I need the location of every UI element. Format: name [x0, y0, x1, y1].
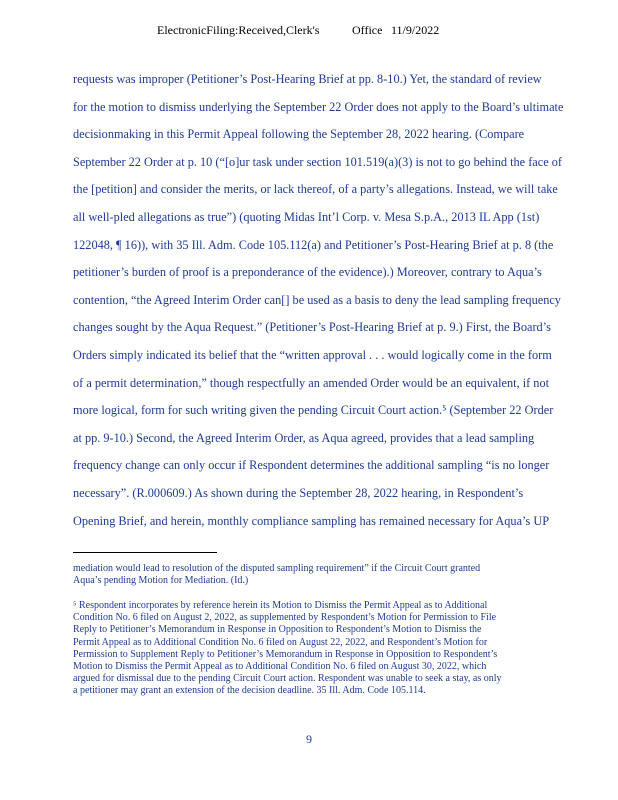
- footnote-line: Permit Appeal as to Additional Condition No. 6 filed on August 22, 2022, and Respondent’s Motion for: [73, 636, 488, 648]
- body-line: all well-pled allegations as true”) (quoting Midas Int’l Corp. v. Mesa S.p.A., 2013 IL App (1st): [73, 209, 540, 224]
- body-line: the [petition] and consider the merits, or lack thereof, of a party’s allegations. Instead, we will take: [73, 182, 558, 197]
- body-line: of a permit determination,” though respectfully an amended Order would be an equivalent, if not: [73, 375, 550, 390]
- filing-date: 11/9/2022: [391, 23, 440, 37]
- footnote-line: argued for dismissal due to the pending Circuit Court action. Respondent was unable to seek a stay, as only: [73, 673, 502, 685]
- body-line: for the motion to dismiss underlying the September 22 Order does not apply to the Board’s ultimate: [73, 99, 564, 114]
- body-line: 122048, ¶ 16)), with 35 Ill. Adm. Code 105.112(a) and Petitioner’s Post-Hearing Brief at p. 8 (the: [73, 237, 554, 252]
- footnote-line: mediation would lead to resolution of the disputed sampling requirement” if the Circuit Court granted: [73, 563, 481, 574]
- body-text: [73, 66, 583, 535]
- body-line: decisionmaking in this Permit Appeal following the September 28, 2022 hearing. (Compare: [73, 127, 525, 142]
- footnote-line: Reply to Petitioner’s Memorandum in Response in Opposition to Respondent’s Motion to Dismiss the: [73, 624, 482, 636]
- footnote-line: Condition No. 6 filed on August 2, 2022, as supplemented by Respondent’s Motion for Permission to File: [73, 612, 497, 624]
- footnote-line: a petitioner may grant an extension of the decision deadline. 35 Ill. Adm. Code 105.114.: [73, 685, 426, 697]
- body-line: at pp. 9-10.) Second, the Agreed Interim Order, as Aqua agreed, provides that a lead sampling: [73, 430, 535, 445]
- footnote-line: Aqua’s pending Motion for Mediation. (Id.): [73, 575, 249, 587]
- footnote-divider: [73, 552, 217, 553]
- body-line: requests was improper (Petitioner’s Post-Hearing Brief at pp. 8-10.) Yet, the standard of review: [73, 72, 542, 86]
- footnote-continued: [73, 563, 563, 587]
- body-line: Orders simply indicated its belief that the “written approval . . . would logically come in the form: [73, 347, 552, 362]
- filing-office: Office: [352, 23, 383, 37]
- body-line: September 22 Order at p. 10 (“[o]ur task under section 101.519(a)(3) is not to go behind the face of: [73, 154, 562, 169]
- body-line: changes sought by the Aqua Request.” (Petitioner’s Post-Hearing Brief at p. 9.) First, the Board’s: [73, 320, 551, 335]
- filing-stamp: ElectronicFiling:Received,Clerk's: [157, 23, 320, 37]
- footnote-line: ⁵ Respondent incorporates by reference herein its Motion to Dismiss the Permit Appeal as to Additional: [73, 600, 488, 611]
- body-line: more logical, form for such writing given the pending Circuit Court action.⁵ (September 22 Order: [73, 403, 554, 418]
- body-line: necessary”. (R.000609.) As shown during the September 28, 2022 hearing, in Respondent’s: [73, 485, 524, 500]
- body-line: Opening Brief, and herein, monthly compliance sampling has remained necessary for Aqua’s UP: [73, 513, 550, 528]
- body-line: frequency change can only occur if Respondent determines the additional sampling “is no longer: [73, 458, 550, 473]
- footnote-line: Permission to Supplement Reply to Petitioner’s Memorandum in Response in Opposition to Respondent’s: [73, 648, 498, 660]
- body-line: contention, “the Agreed Interim Order can[] be used as a basis to deny the lead sampling frequency: [73, 292, 561, 307]
- body-line: petitioner’s burden of proof is a preponderance of the evidence).) Moreover, contrary to Aqua’s: [73, 265, 542, 280]
- footnote-line: Motion to Dismiss the Permit Appeal as to Additional Condition No. 6 filed on August 30, 2022, which: [73, 661, 487, 673]
- page-number: 9: [306, 732, 312, 746]
- footnote-5: [73, 600, 563, 698]
